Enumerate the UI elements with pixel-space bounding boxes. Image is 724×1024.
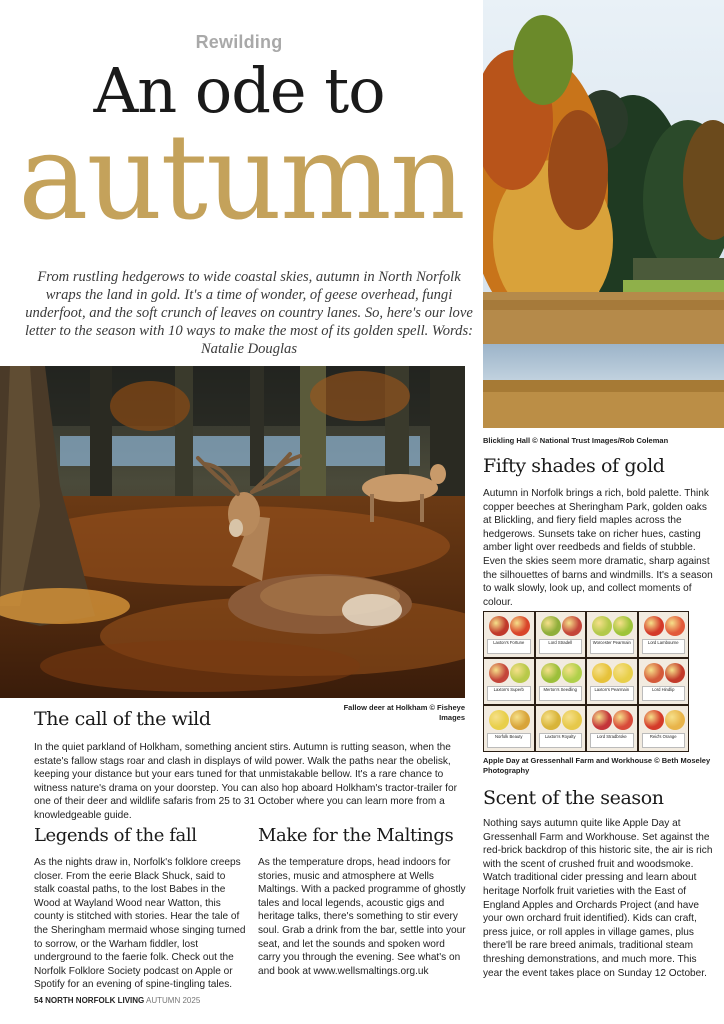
apple-box [536,659,586,704]
apple-day-photo [483,611,689,752]
apple-variety-label: Laxton's Royalty [539,733,583,748]
apple [613,616,633,636]
page-footer [34,996,200,1005]
heading-scent-of-the-season: Scent of the season [483,787,664,809]
heading-fifty-shades-of-gold: Fifty shades of gold [483,455,665,477]
body-make-for-the-maltings: As the temperature drops, head indoors for stories, music and atmosphere at Wells Maltings. With a packed programme of ghostly tales and local legends, acoustic gigs and heritage talks, there's something to stir every soul. Grab a drink from the bar, settle into your seat, and let the sounds and spoken word carry you through the evening. See what's on and book at www.wellsmaltings.org.uk [258,857,466,977]
apple [613,663,633,683]
apple [510,616,530,636]
apple [644,663,664,683]
apple [562,663,582,683]
apple-box [484,659,534,704]
apple-box [587,706,637,751]
page-title-line-2: autumn [18,108,464,246]
apple [613,710,633,730]
publication-name: NORTH NORFOLK LIVING [45,996,145,1005]
heading-legends-of-the-fall: Legends of the fall [34,825,197,846]
apple-variety-label: Merton's Seedling [539,686,583,701]
deer-caption: Fallow deer at Holkham © Fisheye Images [343,703,465,722]
apple [489,710,509,730]
section-label: Rewilding [195,32,283,52]
apple-box [484,706,534,751]
apple-variety-label: Worcester Pearmain [590,639,634,654]
apple [665,710,685,730]
apple-box [639,659,689,704]
issue-label: AUTUMN 2025 [146,996,201,1005]
apple-box [639,706,689,751]
apple [541,616,561,636]
apple [644,616,664,636]
heading-make-for-the-maltings: Make for the Maltings [258,825,454,846]
apple [510,710,530,730]
body-scent-of-the-season: Nothing says autumn quite like Apple Day at Gressenhall Farm and Workhouse. Set against the red-brick backdrop of this historic site, the air is rich with the scent of crushed fruit and woodsmoke. Watch traditional cider pressing and learn about heritage Norfolk fruit varieties with the East of England Apples and Orchards Project (and have your own orchard fruit identified). Kids can craft, press juice, or roll apples in village games, plus there'll be rare breed animals, traditional steam threshing demonstrations, and much more. This year the event takes place on Sunday 12 October. [483,818,713,979]
apple-variety-label: Laxton's Pearmain [590,686,634,701]
apple [489,616,509,636]
apple-box [536,612,586,657]
page-number: 54 [34,996,43,1005]
apple [541,710,561,730]
apple [562,710,582,730]
apple-variety-label: Norfolk Beauty [487,733,531,748]
apple-box [587,612,637,657]
apples-caption: Apple Day at Gressenhall Farm and Workhouse © Beth Moseley Photography [483,756,711,775]
apple [592,616,612,636]
apple-variety-label: Reid's Orange [642,733,686,748]
apple [644,710,664,730]
page-title-line-1: An ode to [93,54,385,127]
body-legends-of-the-fall: As the nights draw in, Norfolk's folklore creeps closer. From the eerie Black Shuck, said to stalk coastal paths, to the lost Babes in the Wood at Wayland Wood near Watton, this county is stitched with stories. Hear the tale of the Sheringham mermaid whose singing turned to sorrow, or the Warham fiddler, lost underground to the faerie folk. Check out the Norfolk Folklore Society podcast on Apple or Spotify for an evening of spine-tingling tales. [34,857,246,991]
body-fifty-shades-of-gold: Autumn in Norfolk brings a rich, bold palette. Think copper beeches at Sheringham Park, golden oaks at Blickling, and fiery field maples across the hedgerows. Sunsets take on richer hues, casting amber light over reedbeds and fields of stubble. Even the skies seem more dramatic, sharp against the silhouettes of barns and windmills. It's a season to walk slowly, look up, and collect moments of colour. [483,488,713,608]
apple-box [639,612,689,657]
standfirst: From rustling hedgerows to wide coastal skies, autumn in North Norfolk wraps the land in gold. It's a time of wonder, of geese overhead, fungi underfoot, and the soft crunch of leaves on country lanes. So, here's our love letter to the season with 10 ways to make the most of its golden spell. Words: Natalie Douglas [24,269,474,357]
blickling-caption: Blickling Hall © National Trust Images/Rob Coleman [483,436,669,445]
apple-variety-label: Lord Lambourne [642,639,686,654]
apple-variety-label: Laxton's Superb [487,686,531,701]
body-call-of-the-wild: In the quiet parkland of Holkham, something ancient stirs. Autumn is rutting season, when the estate's fallow stags roar and clash in displays of wild power. Walk the paths near the obelisk, keeping your distance but your ears tuned for that unmistakable bellow. It's a rare chance to witness nature's drama on your doorstep. You can also hop aboard Holkham's tractor-trailer for one of their deer and wildlife safaris from 25 to 31 October where you can learn more from a knowledgeable guide. [34,742,457,821]
apple [592,663,612,683]
apple-box [587,659,637,704]
apple [562,616,582,636]
apple [489,663,509,683]
apple-variety-label: Lord Hindlip [642,686,686,701]
apple-variety-label: Laxton's Fortune [487,639,531,654]
fallow-deer-photo [0,366,465,698]
apple [510,663,530,683]
heading-call-of-the-wild: The call of the wild [34,708,211,730]
apple [665,663,685,683]
blickling-hall-photo [483,0,724,428]
apple [665,616,685,636]
apple-variety-label: Lord Stradell [539,639,583,654]
apple [592,710,612,730]
apple-box [536,706,586,751]
apple-variety-label: Lord Stradbroke [590,733,634,748]
apple-box [484,612,534,657]
apple [541,663,561,683]
